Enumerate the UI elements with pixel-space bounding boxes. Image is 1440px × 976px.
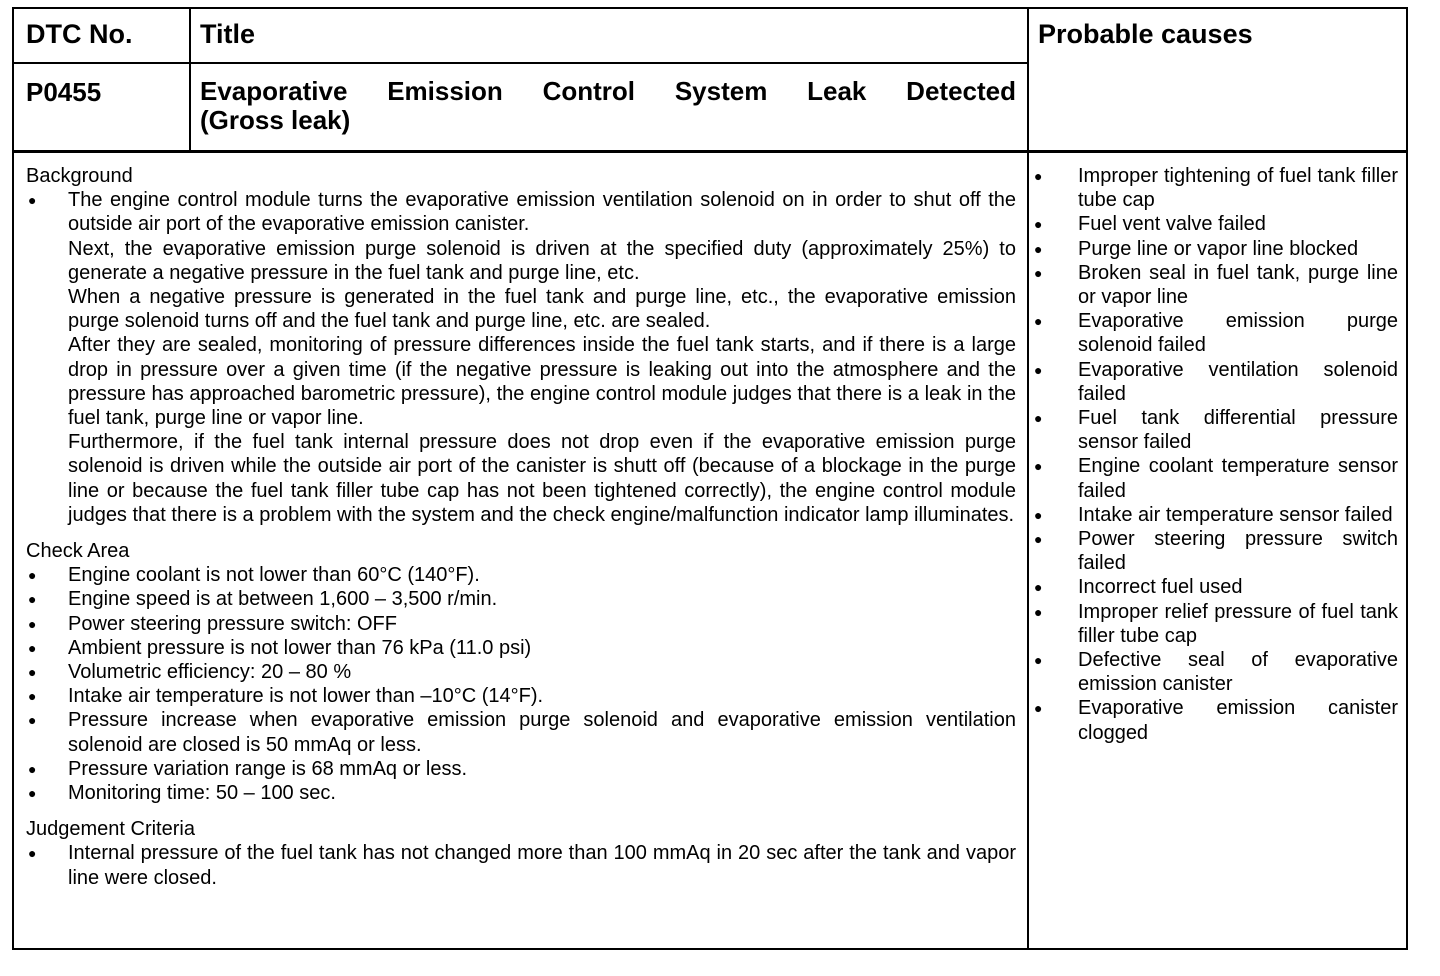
probable-cause-item: ● Power steering pressure switch failed (1032, 527, 1398, 575)
check-area-item: ● Engine speed is at between 1,600 – 3,500 r/min. (26, 587, 1016, 611)
check-area-label: Check Area (26, 540, 130, 563)
background-label: Background (26, 165, 133, 187)
probable-cause-item: ● Evaporative emission purge solenoid failed (1032, 309, 1398, 357)
header-divider (12, 62, 1029, 64)
dtc-code: P0455 (26, 77, 102, 107)
check-area-item: ● Pressure increase when evaporative emission purge solenoid and evaporative emission ventilation solenoid are closed is 50 mmAq or less. (26, 708, 1016, 756)
probable-cause-item: ● Broken seal in fuel tank, purge line or vapor line (1032, 261, 1398, 309)
check-area-item: ● Volumetric efficiency: 20 – 80 % (26, 660, 1016, 684)
judgement-criteria-label: Judgement Criteria (26, 818, 195, 841)
background-paragraph: Furthermore, if the fuel tank internal pressure does not drop even if the evaporative emission purge solenoid is driven while the outside air port of the canister is shutt off (because of a blockage in the purge line or because the fuel tank filler tube cap has not been tightened correctly), the engine control module judges that there is a problem with the system and the check engine/malfunction indicator lamp illuminates. (68, 431, 1016, 526)
title-column-header: Title (200, 19, 256, 49)
probable-cause-item: ● Incorrect fuel used (1032, 575, 1398, 599)
probable-cause-item: ● Defective seal of evaporative emission canister (1032, 648, 1398, 696)
probable-cause-item: ● Fuel vent valve failed (1032, 212, 1398, 236)
dtc-title-line2: (Gross leak) (200, 105, 351, 135)
dtc-column-divider (189, 7, 191, 152)
judgement-criteria-list (26, 841, 1016, 889)
check-area-item: ● Power steering pressure switch: OFF (26, 612, 1016, 636)
probable-cause-item: ● Improper relief pressure of fuel tank filler tube cap (1032, 600, 1398, 648)
check-area-item: ● Pressure variation range is 68 mmAq or less. (26, 757, 1016, 781)
check-area-item: ● Ambient pressure is not lower than 76 kPa (11.0 psi) (26, 636, 1016, 660)
background-list (26, 188, 1016, 527)
check-area-list (26, 563, 1016, 805)
check-area-item: ● Engine coolant is not lower than 60°C (140°F). (26, 563, 1016, 587)
background-paragraph: ● The engine control module turns the evaporative emission ventilation solenoid on in order to shut off the outside air port of the evaporative emission canister. (68, 189, 1016, 236)
probable-causes-list (1032, 164, 1398, 745)
dtc-column-header: DTC No. (26, 19, 133, 49)
dtc-title (200, 77, 1016, 135)
probable-cause-item: ● Purge line or vapor line blocked (1032, 237, 1398, 261)
probable-cause-item: ● Fuel tank differential pressure sensor failed (1032, 406, 1398, 454)
description-cell (26, 164, 1016, 890)
probable-cause-item: ● Evaporative ventilation solenoid failed (1032, 358, 1398, 406)
background-item (26, 188, 1016, 527)
dtc-title-line1: Evaporative Emission Control System Leak Detected (200, 76, 1016, 106)
probable-cause-item: ● Intake air temperature sensor failed (1032, 503, 1398, 527)
background-paragraph: After they are sealed, monitoring of pressure differences inside the fuel tank starts, and if there is a large drop in pressure over a given time (if the negative pressure is leaking out into the atmosphere and the pressure has approached barometric pressure), the engine control module judges that there is a leak in the fuel tank, purge line or vapor line. (68, 334, 1016, 430)
causes-column-divider (1027, 7, 1029, 950)
background-paragraph: Next, the evaporative emission purge solenoid is driven at the specified duty (approximately 25%) to generate a negative pressure in the fuel tank and purge line, etc. (68, 237, 1016, 284)
probable-cause-item: ● Evaporative emission canister clogged (1032, 696, 1398, 744)
check-area-item: ● Monitoring time: 50 – 100 sec. (26, 781, 1016, 805)
probable-causes-cell (1032, 164, 1398, 745)
probable-cause-item: ● Engine coolant temperature sensor failed (1032, 454, 1398, 502)
judgement-criteria-item: ● Internal pressure of the fuel tank has not changed more than 100 mmAq in 20 sec after the tank and vapor line were closed. (26, 841, 1016, 889)
background-paragraph: When a negative pressure is generated in the fuel tank and purge line, etc., the evaporative emission purge solenoid turns off and the fuel tank and purge line, etc. are sealed. (68, 286, 1016, 333)
check-area-item: ● Intake air temperature is not lower than –10°C (14°F). (26, 684, 1016, 708)
probable-cause-item: ● Improper tightening of fuel tank filler tube cap (1032, 164, 1398, 212)
causes-column-header: Probable causes (1038, 19, 1253, 49)
header-bottom-border (12, 150, 1408, 153)
